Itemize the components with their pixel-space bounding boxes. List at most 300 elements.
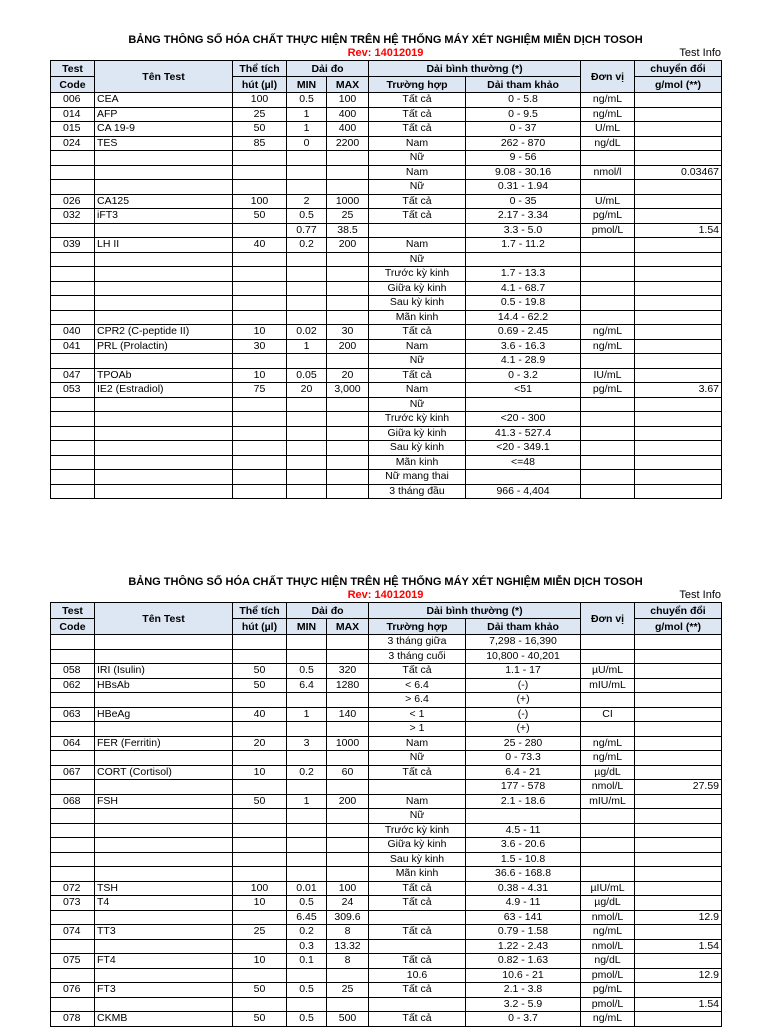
cell-test-code: 041 — [51, 339, 95, 354]
cell-conversion — [635, 722, 722, 737]
header-ten-test: Tên Test — [95, 603, 233, 635]
cell-conversion — [635, 354, 722, 369]
cell-volume — [233, 397, 287, 412]
cell-max — [327, 852, 369, 867]
cell-reference-range: 9.08 - 30.16 — [466, 165, 581, 180]
cell-volume — [233, 180, 287, 195]
cell-max — [327, 751, 369, 766]
cell-test-code — [51, 426, 95, 441]
cell-case: Nữ — [369, 809, 466, 824]
cell-test-name: CA 19-9 — [95, 122, 233, 137]
cell-reference-range: 14.4 - 62.2 — [466, 310, 581, 325]
cell-max — [327, 649, 369, 664]
cell-test-code — [51, 649, 95, 664]
table-row — [51, 823, 722, 838]
cell-case: Nữ — [369, 354, 466, 369]
cell-volume — [233, 910, 287, 925]
cell-conversion — [635, 693, 722, 708]
cell-reference-range: 1.5 - 10.8 — [466, 852, 581, 867]
cell-test-code: 076 — [51, 983, 95, 998]
cell-volume: 25 — [233, 925, 287, 940]
cell-reference-range: 0 - 35 — [466, 194, 581, 209]
cell-unit: pg/mL — [581, 983, 635, 998]
cell-test-name: CKMB — [95, 1012, 233, 1027]
cell-unit: µg/dL — [581, 896, 635, 911]
cell-min: 0.5 — [287, 209, 327, 224]
table-row — [51, 455, 722, 470]
cell-case: 3 tháng đầu — [369, 484, 466, 499]
header-the-tich: Thể tích — [233, 603, 287, 619]
cell-volume — [233, 165, 287, 180]
cell-volume — [233, 296, 287, 311]
cell-volume — [233, 151, 287, 166]
cell-test-name — [95, 267, 233, 282]
header-ten-test: Tên Test — [95, 61, 233, 93]
table-row — [51, 780, 722, 795]
header-hut: hút (µl) — [233, 619, 287, 635]
cell-conversion — [635, 296, 722, 311]
cell-reference-range: 1.7 - 13.3 — [466, 267, 581, 282]
cell-reference-range: 4.5 - 11 — [466, 823, 581, 838]
cell-conversion: 1.54 — [635, 997, 722, 1012]
cell-max — [327, 809, 369, 824]
cell-min: 0.2 — [287, 765, 327, 780]
cell-test-code: 047 — [51, 368, 95, 383]
cell-conversion — [635, 983, 722, 998]
cell-test-code — [51, 455, 95, 470]
cell-conversion — [635, 412, 722, 427]
cell-case: > 6.4 — [369, 693, 466, 708]
table-row — [51, 707, 722, 722]
cell-test-code — [51, 354, 95, 369]
cell-case: Tất cả — [369, 765, 466, 780]
header-dai-binh-thuong: Dải bình thường (*) — [369, 603, 581, 619]
cell-reference-range: <=48 — [466, 455, 581, 470]
cell-conversion — [635, 707, 722, 722]
cell-reference-range: 0.31 - 1.94 — [466, 180, 581, 195]
cell-unit — [581, 823, 635, 838]
cell-max: 1000 — [327, 736, 369, 751]
cell-case: < 6.4 — [369, 678, 466, 693]
cell-min — [287, 354, 327, 369]
cell-test-name: AFP — [95, 107, 233, 122]
cell-unit: pmol/L — [581, 997, 635, 1012]
cell-test-code: 063 — [51, 707, 95, 722]
cell-test-code — [51, 751, 95, 766]
cell-reference-range — [466, 470, 581, 485]
cell-min: 0.05 — [287, 368, 327, 383]
cell-volume — [233, 693, 287, 708]
cell-unit: ng/mL — [581, 107, 635, 122]
table-row — [51, 165, 722, 180]
cell-test-name — [95, 223, 233, 238]
cell-reference-range: 0.38 - 4.31 — [466, 881, 581, 896]
cell-test-name: CEA — [95, 93, 233, 108]
cell-max — [327, 780, 369, 795]
cell-min — [287, 823, 327, 838]
table-row — [51, 93, 722, 108]
cell-unit: nmol/L — [581, 780, 635, 795]
table-row — [51, 470, 722, 485]
cell-conversion: 3.67 — [635, 383, 722, 398]
cell-reference-range: 3.2 - 5.9 — [466, 997, 581, 1012]
cell-test-name — [95, 165, 233, 180]
cell-min — [287, 267, 327, 282]
cell-max: 1280 — [327, 678, 369, 693]
cell-volume: 10 — [233, 325, 287, 340]
cell-min — [287, 635, 327, 650]
header-truong-hop: Trường hợp — [369, 619, 466, 635]
cell-max — [327, 296, 369, 311]
cell-test-name — [95, 470, 233, 485]
cell-max: 8 — [327, 954, 369, 969]
cell-min: 0.2 — [287, 925, 327, 940]
cell-test-name: LH II — [95, 238, 233, 253]
cell-conversion — [635, 664, 722, 679]
table-body-1 — [51, 93, 722, 499]
cell-test-name — [95, 838, 233, 853]
cell-min — [287, 693, 327, 708]
cell-unit: µU/mL — [581, 664, 635, 679]
cell-min — [287, 310, 327, 325]
cell-max — [327, 455, 369, 470]
cell-reference-range: 0.82 - 1.63 — [466, 954, 581, 969]
cell-conversion — [635, 426, 722, 441]
cell-min: 1 — [287, 707, 327, 722]
cell-reference-range: (+) — [466, 693, 581, 708]
cell-case: Tất cả — [369, 325, 466, 340]
cell-test-name — [95, 910, 233, 925]
cell-max: 200 — [327, 794, 369, 809]
cell-reference-range: 0.79 - 1.58 — [466, 925, 581, 940]
cell-test-code — [51, 412, 95, 427]
cell-unit: pmol/L — [581, 968, 635, 983]
cell-test-name — [95, 939, 233, 954]
cell-test-code: 073 — [51, 896, 95, 911]
cell-conversion — [635, 881, 722, 896]
cell-test-name — [95, 455, 233, 470]
cell-max: 2200 — [327, 136, 369, 151]
table-row — [51, 765, 722, 780]
cell-max — [327, 412, 369, 427]
cell-volume: 100 — [233, 881, 287, 896]
cell-min: 2 — [287, 194, 327, 209]
cell-case: 10.6 — [369, 968, 466, 983]
cell-test-name — [95, 281, 233, 296]
cell-reference-range: 2.1 - 3.8 — [466, 983, 581, 998]
cell-reference-range: 2.1 - 18.6 — [466, 794, 581, 809]
cell-volume — [233, 354, 287, 369]
cell-case: Nam — [369, 339, 466, 354]
table-row — [51, 325, 722, 340]
cell-conversion — [635, 194, 722, 209]
cell-reference-range: 2.17 - 3.34 — [466, 209, 581, 224]
cell-reference-range: 262 - 870 — [466, 136, 581, 151]
cell-min — [287, 441, 327, 456]
cell-case: Mãn kinh — [369, 455, 466, 470]
cell-test-code — [51, 310, 95, 325]
cell-reference-range: 4.9 - 11 — [466, 896, 581, 911]
cell-volume — [233, 281, 287, 296]
cell-conversion — [635, 484, 722, 499]
cell-unit: µIU/mL — [581, 881, 635, 896]
table-body-2 — [51, 635, 722, 1027]
header-max: MAX — [327, 77, 369, 93]
cell-unit: mIU/mL — [581, 678, 635, 693]
cell-conversion — [635, 209, 722, 224]
cell-unit — [581, 441, 635, 456]
cell-reference-range: 3.6 - 20.6 — [466, 838, 581, 853]
cell-test-code: 075 — [51, 954, 95, 969]
cell-conversion — [635, 252, 722, 267]
cell-test-name — [95, 441, 233, 456]
cell-unit — [581, 838, 635, 853]
cell-test-name — [95, 649, 233, 664]
table-row — [51, 223, 722, 238]
cell-case: Trước kỳ kinh — [369, 412, 466, 427]
table-row — [51, 939, 722, 954]
cell-case — [369, 780, 466, 795]
cell-max — [327, 722, 369, 737]
cell-unit: mIU/mL — [581, 794, 635, 809]
cell-reference-range: 10.6 - 21 — [466, 968, 581, 983]
table-row — [51, 151, 722, 166]
cell-reference-range: 0.69 - 2.45 — [466, 325, 581, 340]
cell-max: 400 — [327, 107, 369, 122]
cell-test-code — [51, 997, 95, 1012]
cell-case: < 1 — [369, 707, 466, 722]
page-title-2: BẢNG THÔNG SỐ HÓA CHẤT THỰC HIỆN TRÊN HỆ THỐNG MÁY XÉT NGHIỆM MIỄN DỊCH TOSOH — [128, 576, 643, 588]
cell-volume — [233, 809, 287, 824]
cell-case: Nữ mang thai — [369, 470, 466, 485]
cell-unit — [581, 180, 635, 195]
cell-volume — [233, 722, 287, 737]
section-1 — [50, 34, 721, 499]
cell-conversion — [635, 325, 722, 340]
cell-test-code — [51, 223, 95, 238]
cell-test-name: T4 — [95, 896, 233, 911]
cell-min: 1 — [287, 122, 327, 137]
cell-max — [327, 997, 369, 1012]
revision-row-2 — [50, 589, 721, 602]
cell-max — [327, 252, 369, 267]
cell-volume: 10 — [233, 954, 287, 969]
cell-volume — [233, 939, 287, 954]
cell-test-name — [95, 426, 233, 441]
cell-max: 320 — [327, 664, 369, 679]
cell-test-code — [51, 252, 95, 267]
cell-max: 400 — [327, 122, 369, 137]
cell-test-code: 053 — [51, 383, 95, 398]
cell-unit — [581, 852, 635, 867]
cell-test-code — [51, 823, 95, 838]
cell-unit — [581, 809, 635, 824]
cell-max — [327, 838, 369, 853]
table-row — [51, 194, 722, 209]
table-row — [51, 809, 722, 824]
cell-test-code: 032 — [51, 209, 95, 224]
cell-test-code: 067 — [51, 765, 95, 780]
cell-max — [327, 484, 369, 499]
cell-test-name: FSH — [95, 794, 233, 809]
cell-min: 0.77 — [287, 223, 327, 238]
table-row — [51, 867, 722, 882]
cell-min: 0.1 — [287, 954, 327, 969]
cell-reference-range: 0 - 5.8 — [466, 93, 581, 108]
cell-max: 8 — [327, 925, 369, 940]
cell-test-name — [95, 252, 233, 267]
cell-test-name — [95, 354, 233, 369]
cell-case: Tất cả — [369, 209, 466, 224]
cell-reference-range — [466, 809, 581, 824]
cell-test-code: 078 — [51, 1012, 95, 1027]
header-dai-do: Dải đo — [287, 603, 369, 619]
cell-volume: 50 — [233, 1012, 287, 1027]
cell-reference-range: 177 - 578 — [466, 780, 581, 795]
cell-unit — [581, 267, 635, 282]
cell-test-code — [51, 780, 95, 795]
cell-test-code — [51, 867, 95, 882]
table-row — [51, 238, 722, 253]
header-dai-tham-khao: Dải tham khảo — [466, 77, 581, 93]
header-test: Test — [51, 603, 95, 619]
cell-case: Sau kỳ kinh — [369, 441, 466, 456]
cell-conversion: 1.54 — [635, 939, 722, 954]
table-row — [51, 954, 722, 969]
cell-unit: pmol/L — [581, 223, 635, 238]
header-dai-binh-thuong: Dải bình thường (*) — [369, 61, 581, 77]
cell-test-name: TPOAb — [95, 368, 233, 383]
revision-label-2: Rev: 14012019 — [347, 589, 424, 601]
cell-volume — [233, 823, 287, 838]
cell-test-code: 039 — [51, 238, 95, 253]
cell-reference-range: 966 - 4,404 — [466, 484, 581, 499]
cell-test-code: 040 — [51, 325, 95, 340]
cell-volume — [233, 838, 287, 853]
cell-conversion — [635, 823, 722, 838]
cell-min: 0.3 — [287, 939, 327, 954]
cell-test-code — [51, 267, 95, 282]
cell-test-code — [51, 470, 95, 485]
cell-conversion — [635, 397, 722, 412]
cell-case: Giữa kỳ kinh — [369, 838, 466, 853]
table-row — [51, 136, 722, 151]
cell-unit — [581, 635, 635, 650]
table-row — [51, 722, 722, 737]
cell-unit: µg/dL — [581, 765, 635, 780]
cell-conversion: 0.03467 — [635, 165, 722, 180]
header-don-vi: Đơn vị — [581, 603, 635, 635]
cell-unit — [581, 252, 635, 267]
cell-unit — [581, 310, 635, 325]
cell-min: 1 — [287, 794, 327, 809]
cell-test-name — [95, 693, 233, 708]
table-row — [51, 968, 722, 983]
cell-min — [287, 397, 327, 412]
cell-case: Tất cả — [369, 896, 466, 911]
cell-conversion — [635, 310, 722, 325]
table-row — [51, 881, 722, 896]
cell-test-name: HBeAg — [95, 707, 233, 722]
cell-test-name: CORT (Cortisol) — [95, 765, 233, 780]
cell-test-name — [95, 180, 233, 195]
table-row — [51, 896, 722, 911]
cell-reference-range: (+) — [466, 722, 581, 737]
table-row — [51, 281, 722, 296]
cell-unit — [581, 281, 635, 296]
cell-reference-range — [466, 397, 581, 412]
cell-min — [287, 252, 327, 267]
revision-label: Rev: 14012019 — [347, 47, 424, 59]
table-row — [51, 209, 722, 224]
cell-test-code: 064 — [51, 736, 95, 751]
cell-max — [327, 165, 369, 180]
cell-unit: ng/dL — [581, 954, 635, 969]
cell-conversion — [635, 136, 722, 151]
cell-max: 1000 — [327, 194, 369, 209]
cell-conversion — [635, 635, 722, 650]
table-row — [51, 925, 722, 940]
cell-min — [287, 852, 327, 867]
cell-volume — [233, 426, 287, 441]
cell-conversion — [635, 281, 722, 296]
cell-min — [287, 649, 327, 664]
cell-conversion: 27.59 — [635, 780, 722, 795]
cell-volume — [233, 412, 287, 427]
cell-unit — [581, 470, 635, 485]
cell-conversion — [635, 455, 722, 470]
cell-test-name: CA125 — [95, 194, 233, 209]
cell-case: Nam — [369, 383, 466, 398]
test-info-label: Test Info — [679, 47, 721, 59]
cell-volume: 40 — [233, 707, 287, 722]
cell-min: 0.5 — [287, 93, 327, 108]
cell-conversion — [635, 736, 722, 751]
table-row — [51, 910, 722, 925]
cell-min — [287, 809, 327, 824]
cell-reference-range: 4.1 - 28.9 — [466, 354, 581, 369]
cell-conversion — [635, 368, 722, 383]
cell-unit — [581, 649, 635, 664]
cell-test-code — [51, 180, 95, 195]
cell-test-code — [51, 809, 95, 824]
header-test: Test — [51, 61, 95, 77]
cell-volume: 85 — [233, 136, 287, 151]
cell-test-code: 062 — [51, 678, 95, 693]
cell-conversion — [635, 441, 722, 456]
cell-test-code — [51, 151, 95, 166]
cell-max: 309.6 — [327, 910, 369, 925]
cell-min: 0.5 — [287, 896, 327, 911]
cell-min — [287, 838, 327, 853]
cell-volume — [233, 267, 287, 282]
cell-test-name — [95, 751, 233, 766]
cell-reference-range: 0 - 3.7 — [466, 1012, 581, 1027]
cell-unit — [581, 455, 635, 470]
cell-volume: 50 — [233, 983, 287, 998]
cell-max — [327, 397, 369, 412]
cell-reference-range: 3.6 - 16.3 — [466, 339, 581, 354]
cell-min — [287, 426, 327, 441]
cell-conversion: 1.54 — [635, 223, 722, 238]
header-chuyen-doi: chuyển đổi — [635, 61, 722, 77]
cell-max: 25 — [327, 209, 369, 224]
cell-max — [327, 441, 369, 456]
cell-max: 3,000 — [327, 383, 369, 398]
table-row — [51, 635, 722, 650]
cell-case: Sau kỳ kinh — [369, 852, 466, 867]
table-row — [51, 310, 722, 325]
